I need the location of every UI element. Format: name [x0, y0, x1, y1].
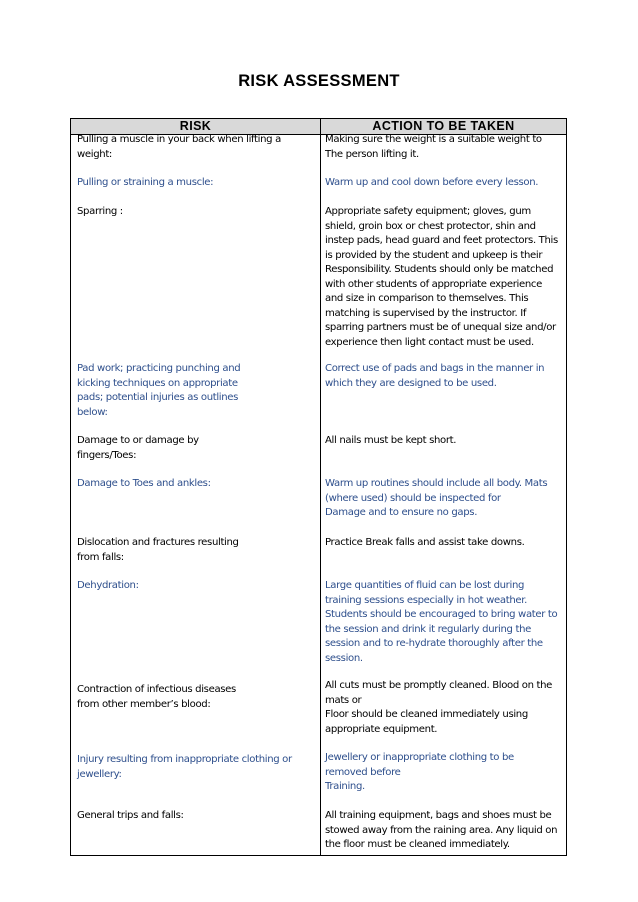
column-divider: [320, 119, 321, 855]
row-risk: Pad work; practicing punching and kicking techniques on appropriate pads; potential injuries as outlines below:: [77, 363, 241, 418]
row-action: Warm up routines should include all body. Mats (where used) should be inspected for Damage and to ensure no gaps.: [325, 478, 548, 518]
row-risk: Contraction of infectious diseases from other member’s blood:: [77, 684, 236, 710]
risk-table: [70, 118, 567, 856]
row-risk: Damage to Toes and ankles:: [77, 478, 211, 489]
row-action: Jewellery or inappropriate clothing to be removed before Training.: [325, 752, 514, 792]
row-action: All cuts must be promptly cleaned. Blood on the mats or Floor should be cleaned immediately using appropriate equipment.: [325, 680, 553, 735]
page-title: RISK ASSESSMENT: [238, 72, 400, 90]
row-risk: Damage to or damage by fingers/Toes:: [77, 435, 199, 461]
row-risk: Dislocation and fractures resulting from falls:: [77, 537, 239, 563]
row-action: Practice Break falls and assist take downs.: [325, 537, 525, 548]
row-risk: Pulling a muscle in your back when lifting a weight:: [77, 134, 281, 160]
row-action: Large quantities of fluid can be lost during training sessions especially in hot weather. Students should be encouraged to bring water to the session and drink it regularly during the session and to re-hydrate thoroughly after the session.: [325, 580, 558, 664]
row-action: Making sure the weight is a suitable weight to The person lifting it.: [325, 134, 542, 160]
header-action: ACTION TO BE TAKEN: [372, 119, 515, 133]
row-risk: Injury resulting from inappropriate clothing or jewellery:: [77, 754, 292, 780]
row-action: All nails must be kept short.: [325, 435, 457, 446]
row-risk: Sparring :: [77, 206, 123, 217]
row-action: Warm up and cool down before every lesson.: [325, 177, 539, 188]
row-action: All training equipment, bags and shoes must be stowed away from the raining area. Any liquid on the floor must be cleaned immediately.: [325, 810, 558, 850]
row-action: Appropriate safety equipment; gloves, gum shield, groin box or chest protector, shin and instep pads, head guard and feet protectors. This is provided by the student and upkeep is their Responsibility. Students should only be matched with other students of appropriate experience and size in comparison to themselves. This matching is supervised by the instructor. If sparring partners must be of unequal size and/or experience then light contact must be used.: [325, 206, 558, 348]
row-action: Correct use of pads and bags in the manner in which they are designed to be used.: [325, 363, 545, 389]
row-risk: General trips and falls:: [77, 810, 184, 821]
row-risk: Dehydration:: [77, 580, 139, 591]
row-risk: Pulling or straining a muscle:: [77, 177, 214, 188]
header-risk: RISK: [179, 119, 212, 133]
